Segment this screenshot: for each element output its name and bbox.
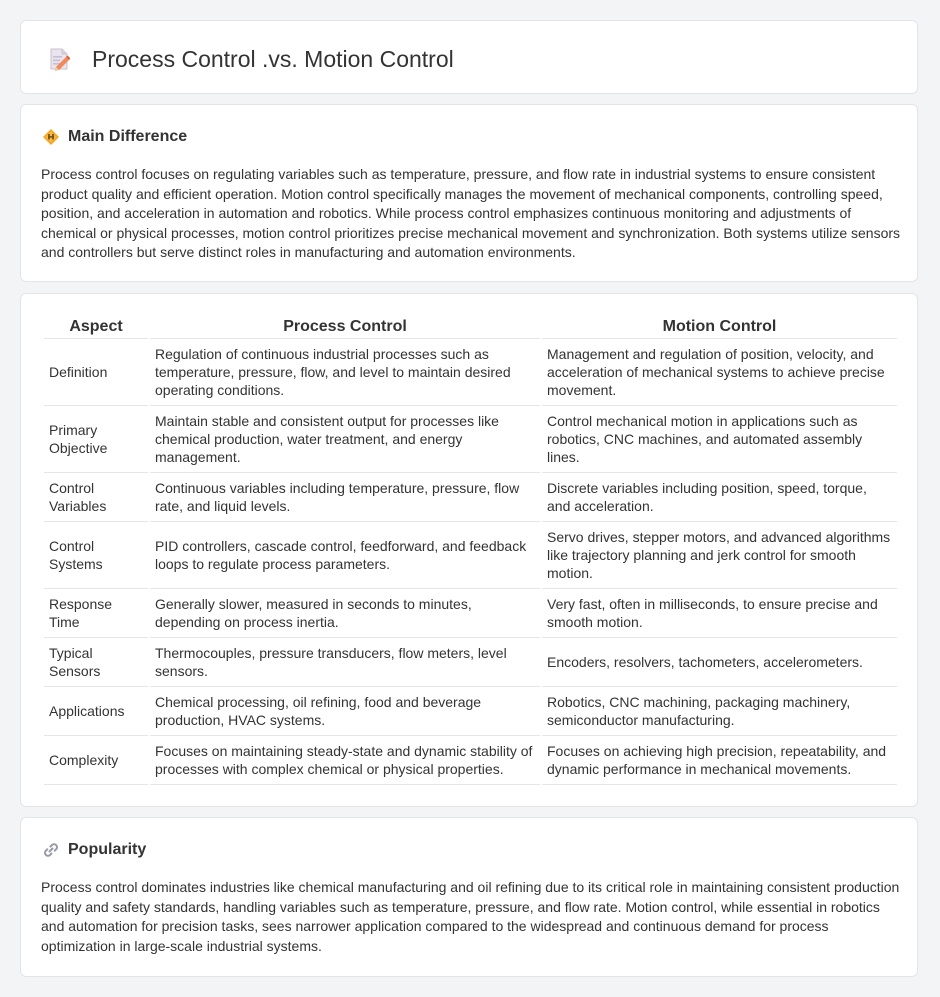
main-difference-section [20, 104, 918, 282]
main-difference-text: Process control focuses on regulating variables such as temperature, pressure, and flow rate in industrial systems to ensure consistent product quality and efficient operation. Motion control specifically manages the movement of mechanical components, controlling speed, position, and acceleration in automation and robotics. While process control emphasizes continuous monitoring and adjustments of chemical or physical processes, motion control prioritizes precise mechanical movement and synchronization. Both systems utilize sensors and controllers but serve distinct roles in manufacturing and automation environments. [41, 166, 901, 261]
link-icon [42, 841, 60, 859]
process-control-cell: Maintain stable and consistent output for processes like chemical production, water treatment, and energy management. [150, 406, 540, 473]
popularity-text: Process control dominates industries like chemical manufacturing and oil refining due to its critical role in maintaining consistent production quality and safety standards, handling variables such as temperature, pressure, and flow rate. Motion control, while essential in robotics and automation for precision tasks, sees narrower application compared to the widespread and continuous demand for process optimization in large-scale industrial systems. [41, 879, 900, 954]
diamond-warning-icon [42, 128, 60, 146]
column-header-aspect: Aspect [44, 315, 148, 339]
process-control-cell: PID controllers, cascade control, feedforward, and feedback loops to regulate process parameters. [150, 522, 540, 589]
table-row [44, 339, 897, 406]
popularity-section [20, 817, 918, 977]
process-control-cell: Continuous variables including temperature, pressure, flow rate, and liquid levels. [150, 473, 540, 522]
table-row [44, 522, 897, 589]
motion-control-cell: Management and regulation of position, velocity, and acceleration of mechanical systems to achieve precise movement. [542, 339, 897, 406]
aspect-cell: Typical Sensors [44, 638, 148, 687]
main-difference-heading: Main Difference [68, 128, 188, 145]
table-row [44, 406, 897, 473]
aspect-cell: Control Systems [44, 522, 148, 589]
table-row [44, 589, 897, 638]
table-row [44, 473, 897, 522]
motion-control-cell: Servo drives, stepper motors, and advanced algorithms like trajectory planning and jerk control for smooth motion. [542, 522, 897, 589]
aspect-cell: Primary Objective [44, 406, 148, 473]
process-control-cell: Generally slower, measured in seconds to minutes, depending on process inertia. [150, 589, 540, 638]
motion-control-cell: Control mechanical motion in applications such as robotics, CNC machines, and automated assembly lines. [542, 406, 897, 473]
table-row [44, 687, 897, 736]
table-header-row [44, 315, 897, 339]
process-control-cell: Focuses on maintaining steady-state and dynamic stability of processes with complex chemical or physical properties. [150, 736, 540, 785]
aspect-cell: Applications [44, 687, 148, 736]
comparison-table [42, 315, 899, 785]
table-row [44, 736, 897, 785]
process-control-cell: Regulation of continuous industrial processes such as temperature, pressure, flow, and level to maintain desired operating conditions. [150, 339, 540, 406]
popularity-heading: Popularity [68, 841, 147, 858]
aspect-cell: Response Time [44, 589, 148, 638]
aspect-cell: Definition [44, 339, 148, 406]
comparison-section [20, 293, 918, 807]
column-header-motion-control: Motion Control [542, 315, 897, 339]
motion-control-cell: Focuses on achieving high precision, repeatability, and dynamic performance in mechanical movements. [542, 736, 897, 785]
motion-control-cell: Encoders, resolvers, tachometers, accelerometers. [542, 638, 897, 687]
process-control-cell: Chemical processing, oil refining, food and beverage production, HVAC systems. [150, 687, 540, 736]
motion-control-cell: Discrete variables including position, speed, torque, and acceleration. [542, 473, 897, 522]
motion-control-cell: Robotics, CNC machining, packaging machinery, semiconductor manufacturing. [542, 687, 897, 736]
title-card [20, 20, 918, 94]
aspect-cell: Complexity [44, 736, 148, 785]
page-title: Process Control .vs. Motion Control [92, 46, 454, 72]
aspect-cell: Control Variables [44, 473, 148, 522]
column-header-process-control: Process Control [150, 315, 540, 339]
process-control-cell: Thermocouples, pressure transducers, flow meters, level sensors. [150, 638, 540, 687]
document-edit-icon [48, 47, 70, 71]
popularity-header [42, 839, 146, 861]
main-difference-header [42, 126, 187, 148]
table-row [44, 638, 897, 687]
motion-control-cell: Very fast, often in milliseconds, to ensure precise and smooth motion. [542, 589, 897, 638]
